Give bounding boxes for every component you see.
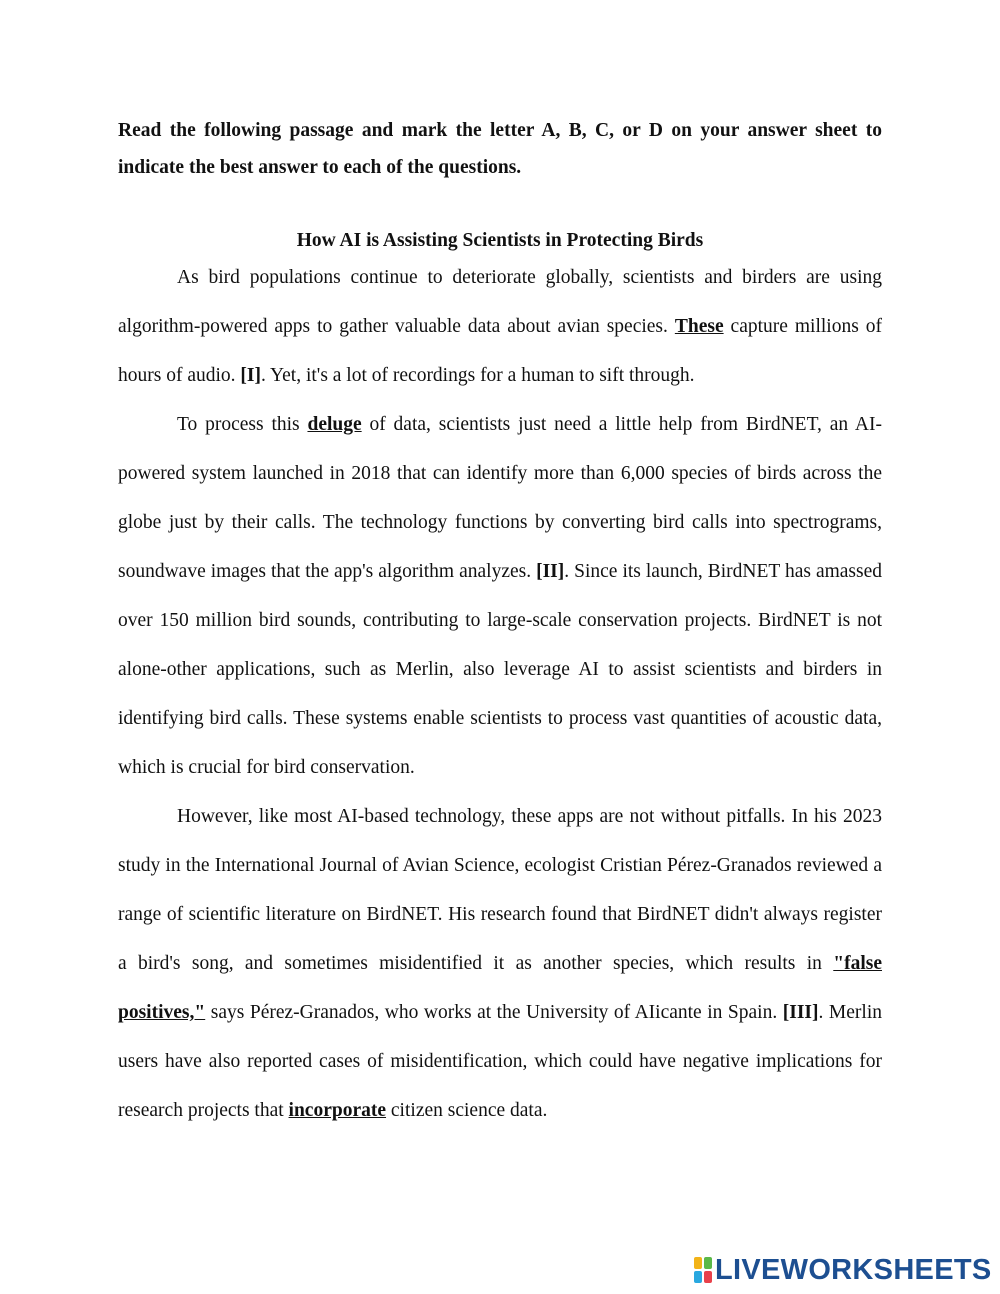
paragraph-1 (118, 253, 882, 400)
gap-marker: [II] (536, 561, 565, 582)
paragraph-2 (118, 400, 882, 792)
paragraph-3 (118, 792, 882, 1135)
liveworksheets-logo (694, 1255, 992, 1285)
underlined-word: incorporate (288, 1100, 387, 1121)
liveworksheets-logo-icon (694, 1257, 712, 1283)
text-run: However, like most AI-based technology, these apps are not without pitfalls. In his 2023 study in the International Journal of Avian Science, ecologist Cristian Pérez-Granados reviewed a range of scientific literature on BirdNET. His research found that BirdNET didn't always register a bird's song, and sometimes misidentified it as another species, which results in (118, 806, 882, 974)
text-run: To process this (177, 414, 308, 435)
passage-body (118, 253, 882, 1135)
underlined-word: "false positives," (118, 953, 882, 1023)
underlined-word: These (674, 316, 724, 337)
text-run: capture millions of hours of audio. (118, 316, 882, 386)
text-run: . Yet, it's a lot of recordings for a human to sift through. (260, 365, 695, 386)
text-run: says Pérez-Granados, who works at the University of AIicante in Spain. (205, 1002, 783, 1023)
gap-marker: [III] (782, 1002, 819, 1023)
text-run: . Since its launch, BirdNET has amassed over 150 million bird sounds, contributing to large-scale conservation projects. BirdNET is not alone-other applications, such as Merlin, also leverage AI to assist scientists and birders in identifying bird calls. These systems enable scientists to process vast quantities of acoustic data, which is crucial for bird conservation. (118, 561, 883, 778)
logo-text: LIVEWORKSHEETS (715, 1253, 992, 1286)
instructions: Read the following passage and mark the letter A, B, C, or D on your answer sheet to indicate the best answer to each of the questions. (118, 120, 882, 178)
text-run: of data, scientists just need a little help from BirdNET, an AI-powered system launched in 2018 that can identify more than 6,000 species of birds across the globe just by their calls. The technology functions by converting bird calls into spectrograms, soundwave images that the app's algorithm analyzes. (118, 414, 882, 582)
passage-title: How AI is Assisting Scientists in Protecting Birds (296, 230, 704, 251)
text-run: citizen science data. (386, 1100, 548, 1121)
text-run: As bird populations continue to deteriorate globally, scientists and birders are using algorithm-powered apps to gather valuable data about avian species. (118, 267, 882, 337)
text-run: . Merlin users have also reported cases of misidentification, which could have negative implications for research projects that (118, 1002, 882, 1121)
underlined-word: deluge (307, 414, 362, 435)
gap-marker: [I] (240, 365, 261, 386)
